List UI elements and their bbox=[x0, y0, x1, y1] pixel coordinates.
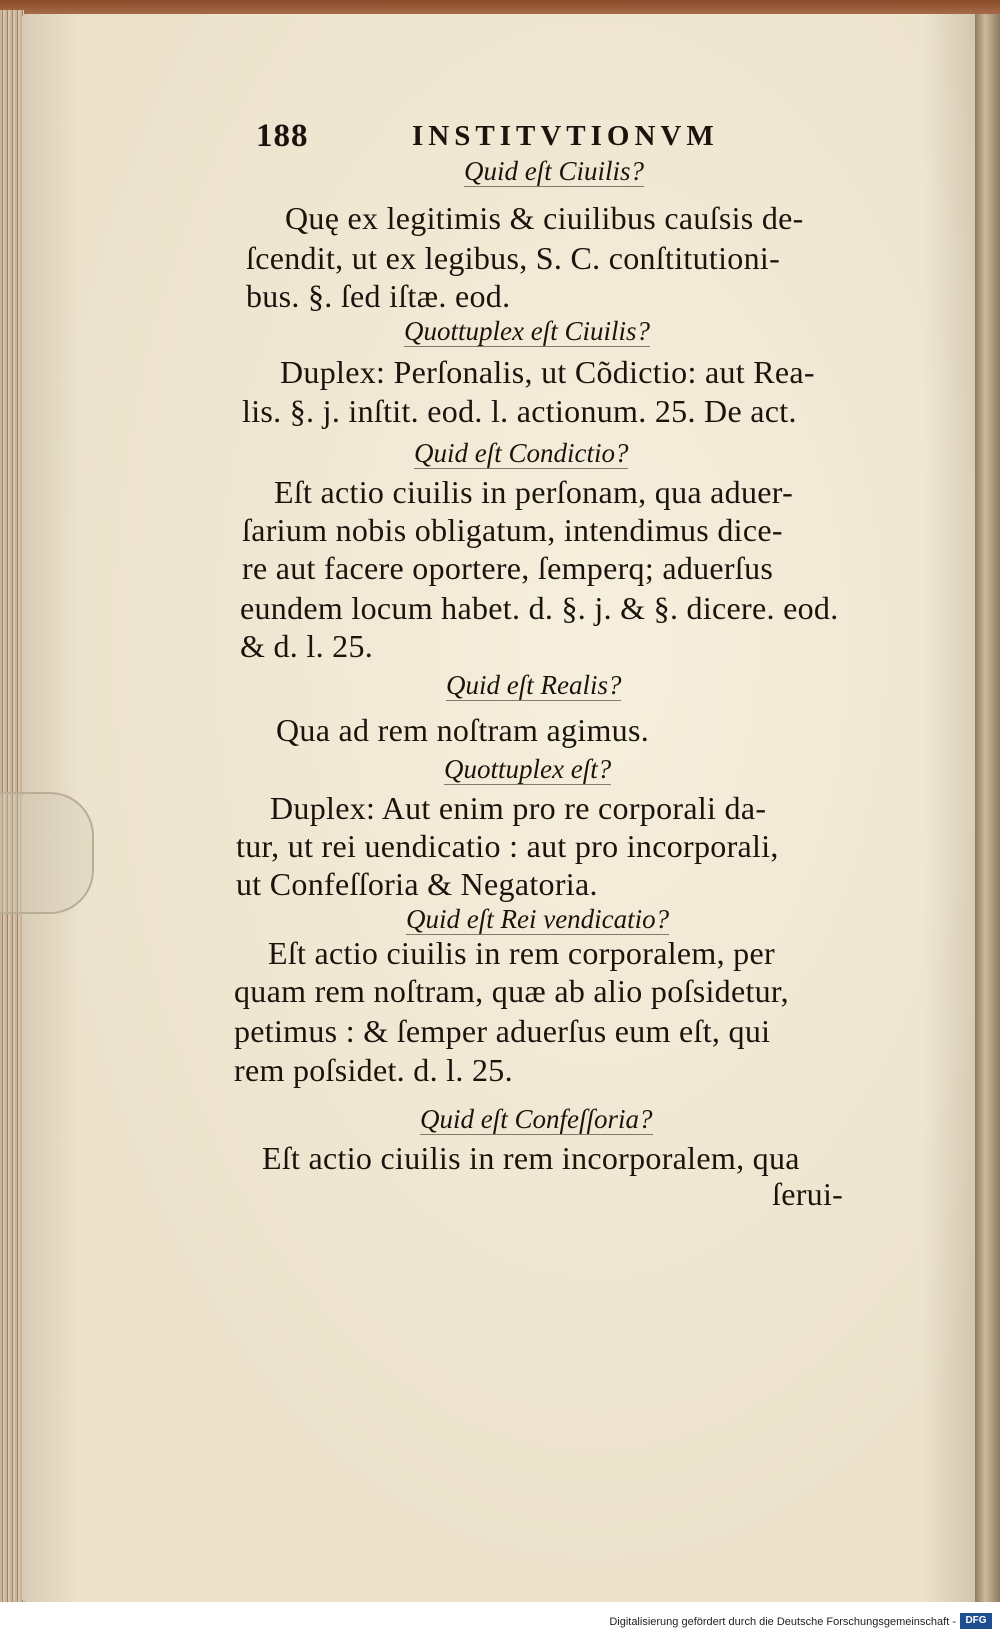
question-heading: Quid eſt Rei vendicatio? bbox=[406, 904, 670, 934]
text-line: ſarium nobis obligatum, intendimus dice- bbox=[242, 512, 783, 548]
text-line: Duplex: Aut enim pro re corporali da- bbox=[270, 790, 767, 826]
text-line: & d. l. 25. bbox=[240, 628, 374, 664]
text-line: Qua ad rem noſtram agimus. bbox=[276, 712, 650, 748]
question-heading: Quid eſt Ciuilis? bbox=[464, 156, 645, 186]
text-line: re aut facere oportere, ſemperq; aduerſus bbox=[242, 550, 774, 586]
question-heading: Quid eſt Condictio? bbox=[414, 438, 629, 468]
question-heading: Quid eſt Confeſſoria? bbox=[420, 1104, 653, 1134]
text-line: Eſt actio ciuilis in rem incorporalem, qua bbox=[262, 1140, 800, 1176]
text-line: Eſt actio ciuilis in perſonam, qua aduer- bbox=[274, 474, 794, 510]
text-line: bus. §. ſed iſtæ. eod. bbox=[246, 278, 511, 314]
catchword: ſerui- bbox=[772, 1176, 844, 1212]
text-line: quam rem noſtram, quæ ab alio poſsidetur, bbox=[234, 973, 789, 1009]
text-line: ſcendit, ut ex legibus, S. C. conſtitutioni- bbox=[246, 240, 781, 276]
dfg-logo: DFG bbox=[960, 1613, 992, 1629]
running-title: INSTITVTIONVM bbox=[412, 120, 719, 152]
text-line: Quę ex legitimis & ciuilibus cauſsis de- bbox=[285, 200, 804, 236]
text-line: lis. §. j. inſtit. eod. l. actionum. 25. De act. bbox=[242, 393, 797, 429]
funding-credit: Digitalisierung gefördert durch die Deutsche Forschungsgemeinschaft - bbox=[609, 1616, 956, 1628]
text-line: Eſt actio ciuilis in rem corporalem, per bbox=[268, 935, 775, 971]
text-line: petimus : & ſemper aduerſus eum eſt, qui bbox=[234, 1013, 771, 1049]
text-line: eundem locum habet. d. §. j. & §. dicere. eod. bbox=[240, 590, 839, 626]
page-number: 188 bbox=[256, 118, 309, 154]
question-heading: Quottuplex eſt Ciuilis? bbox=[404, 316, 650, 346]
text-line: rem poſsidet. d. l. 25. bbox=[234, 1052, 513, 1088]
question-heading: Quid eſt Realis? bbox=[446, 670, 622, 700]
text-line: Duplex: Perſonalis, ut Cõdictio: aut Rea- bbox=[280, 354, 815, 390]
question-heading: Quottuplex eſt? bbox=[444, 754, 612, 784]
text-line: tur, ut rei uendicatio : aut pro incorporali, bbox=[236, 828, 779, 864]
text-line: ut Confeſſoria & Negatoria. bbox=[236, 866, 598, 902]
